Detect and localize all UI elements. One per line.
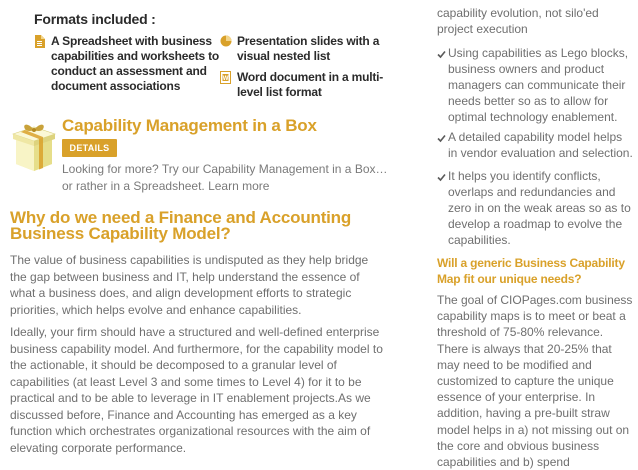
bullet-text: It helps you identify conflicts, overlaps and redundancies and zero in on the weak areas so as to develop a roadmap to evolve the capabilities. <box>448 169 631 247</box>
check-icon <box>437 170 446 186</box>
sidebar-heading: Will a generic Business Capability Map fit our unique needs? <box>437 256 625 286</box>
main-paragraph: The value of business capabilities is undisputed as they help bridge the gap between business and IT, help understand the essence of what a business does, and align development efforts to strategic priorities, which helps evolve and enhance capabilities. <box>10 253 369 317</box>
format-item-label: Presentation slides with a visual nested list <box>237 34 380 63</box>
list-item <box>437 168 632 250</box>
bullet-text: Using capabilities as Lego blocks, business owners and product managers can communicate their needs better so as to allow for optimal technology enablement. <box>448 46 629 124</box>
format-item-word <box>220 70 410 102</box>
formats-title: Formats included : <box>34 11 156 27</box>
format-item-label: Word document in a multi-level list format <box>237 70 384 99</box>
format-item-label: A Spreadsheet with business capabilities and worksheets to conduct an assessment and document associations <box>51 34 220 93</box>
check-icon <box>437 131 446 147</box>
promo-title[interactable]: Capability Management in a Box <box>62 116 317 135</box>
sidebar-top-text: capability evolution, not silo'ed project execution <box>437 6 599 36</box>
sidebar-paragraph: The goal of CIOPages.com business capability maps is to meet or beat a threshold of 75-80% relevance. There is always that 20-25% that may need to be modified and customized to capture the unique essence of your enterprise. In addition, having a pre-built straw model helps in a) not missing out on the core and obvious business capabilities and b) spend <box>437 293 633 470</box>
gift-box-icon <box>10 120 56 177</box>
format-item-spreadsheet <box>34 34 224 96</box>
format-item-presentation <box>220 34 410 66</box>
list-item <box>437 45 632 127</box>
list-item <box>437 129 632 163</box>
word-document-icon <box>220 71 231 88</box>
main-heading: Why do we need a Finance and Accounting Business Capability Model? <box>10 208 352 243</box>
check-icon <box>437 47 446 63</box>
presentation-icon <box>220 35 232 51</box>
learn-more-text[interactable]: Looking for more? Try our Capability Management in a Box…or rather in a Spreadsheet. Learn more <box>62 162 388 193</box>
svg-text:W: W <box>222 76 229 82</box>
details-button[interactable]: DETAILS <box>62 139 117 157</box>
spreadsheet-icon <box>34 35 45 52</box>
main-paragraph: Ideally, your firm should have a structured and well-defined enterprise business capability model. And furthermore, for the capability model to the actionable, it should be decomposed to a granular level of capabilities (at least Level 3 and some times to Level 4) for it to be practical and to be able to leverage in IT enablement projects.As we discussed before, Finance and Accounting has emerged as a key function which orchestrates organizational resources with the aim of elevating corporate performance. <box>10 325 383 455</box>
bullet-text: A detailed capability model helps in vendor evaluation and selection. <box>448 130 633 160</box>
